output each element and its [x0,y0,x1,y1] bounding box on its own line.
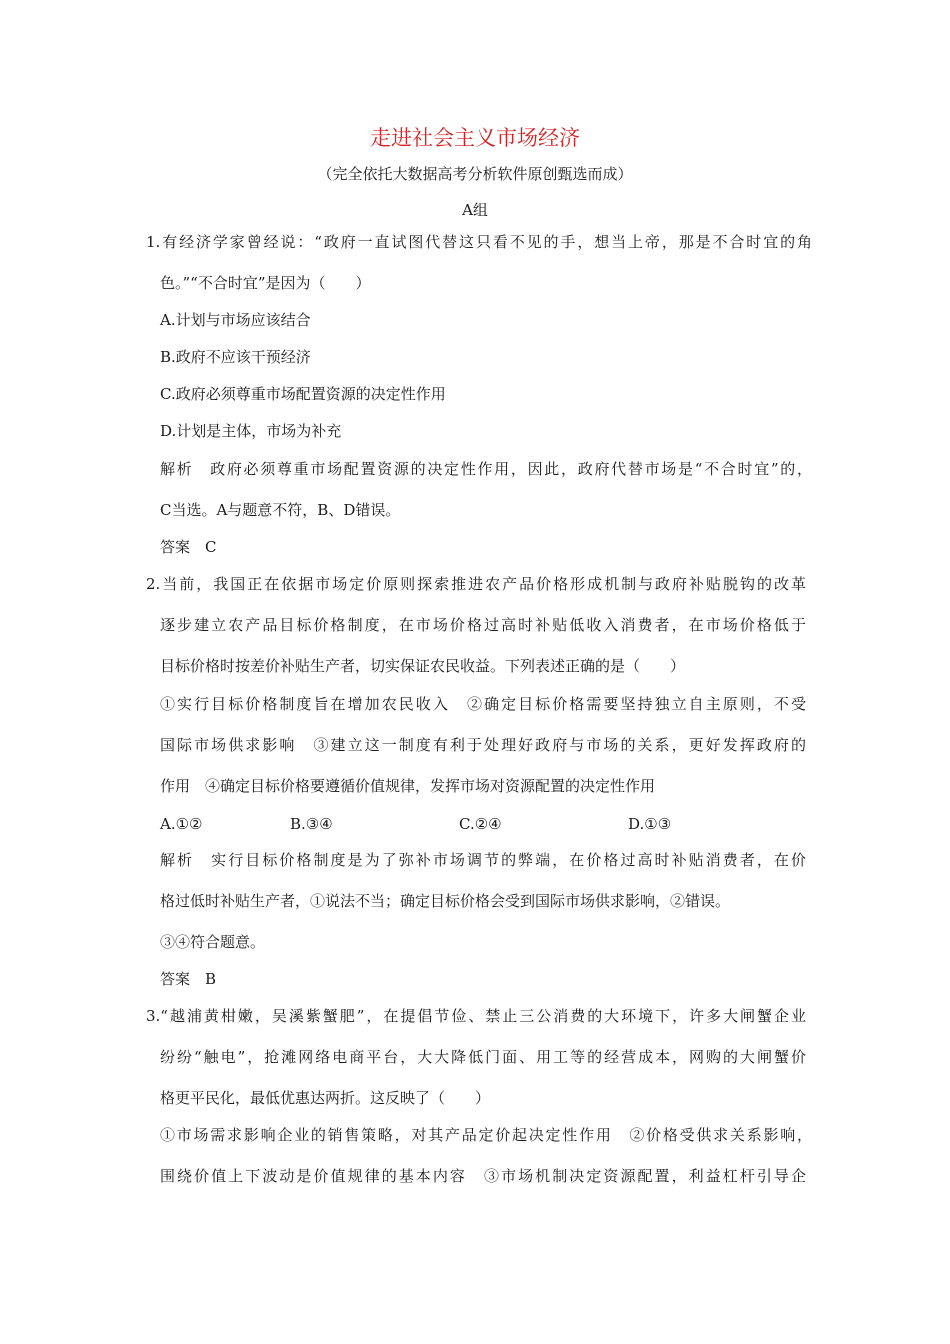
q2-option-d: D.①③ [628,815,672,833]
q1-answer: 答案 C [160,538,217,556]
q1-stem-line-2: 色。”“不合时宜”是因为（ ） [160,274,371,292]
q3-stem-line-1: 3.“越浦黄柑嫩，吴溪紫蟹肥”，在提倡节俭、禁止三公消费的大环境下，许多大闸蟹企业 [146,1007,806,1025]
q1-option-a: A.计划与市场应该结合 [160,311,311,329]
q2-item-line-2: 国际市场供求影响 ③建立这一制度有利于处理好政府与市场的关系，更好发挥政府的 [160,736,806,754]
q2-analysis-line-2: 格过低时补贴生产者，①说法不当；确定目标价格会受到国际市场供求影响，②错误。 [160,892,731,910]
q3-stem-line-2: 纷纷“触电”，抢滩网络电商平台，大大降低门面、用工等的经营成本，网购的大闸蟹价 [160,1048,806,1066]
q2-stem-line-1: 2.当前，我国正在依据市场定价原则探索推进农产品价格形成机制与政府补贴脱钩的改革 [146,575,806,593]
q1-stem-line-1: 1.有经济学家曾经说：“政府一直试图代替这只看不见的手，想当上帝，那是不合时宜的角 [146,233,812,251]
q2-option-a: A.①② [160,815,203,833]
q2-answer: 答案 B [160,970,217,988]
page-subtitle: （完全依托大数据高考分析软件原创甄选而成） [317,165,633,183]
q2-analysis-line-1: 解析 实行目标价格制度是为了弥补市场调节的弊端，在价格过高时补贴消费者，在价 [160,851,806,869]
group-heading: A组 [462,201,488,219]
q2-item-line-1: ①实行目标价格制度旨在增加农民收入 ②确定目标价格需要坚持独立自主原则，不受 [160,695,806,713]
q3-stem-line-3: 格更平民化，最低优惠达两折。这反映了（ ） [160,1089,491,1107]
q1-option-d: D.计划是主体，市场为补充 [160,422,342,440]
q1-analysis-line-1: 解析 政府必须尊重市场配置资源的决定性作用，因此，政府代替市场是“不合时宜”的， [160,460,812,478]
q3-item-line-2: 围绕价值上下波动是价值规律的基本内容 ③市场机制决定资源配置，利益杠杆引导企 [160,1167,806,1185]
q3-item-line-1: ①市场需求影响企业的销售策略，对其产品定价起决定性作用 ②价格受供求关系影响， [160,1126,812,1144]
q2-item-line-3: 作用 ④确定目标价格要遵循价值规律，发挥市场对资源配置的决定性作用 [160,777,656,795]
q1-option-c: C.政府必须尊重市场配置资源的决定性作用 [160,385,446,403]
q2-stem-line-3: 目标价格时按差价补贴生产者，切实保证农民收益。下列表述正确的是（ ） [160,657,686,675]
q1-option-b: B.政府不应该干预经济 [160,348,311,366]
q1-analysis-line-2: C当选。A与题意不符，B、D错误。 [160,501,401,519]
q2-option-c: C.②④ [459,815,502,833]
q2-analysis-line-3: ③④符合题意。 [160,933,266,951]
q2-option-b: B.③④ [290,815,333,833]
q2-stem-line-2: 逐步建立农产品目标价格制度，在市场价格过高时补贴低收入消费者，在市场价格低于 [160,616,806,634]
page-title: 走进社会主义市场经济 [370,126,580,150]
